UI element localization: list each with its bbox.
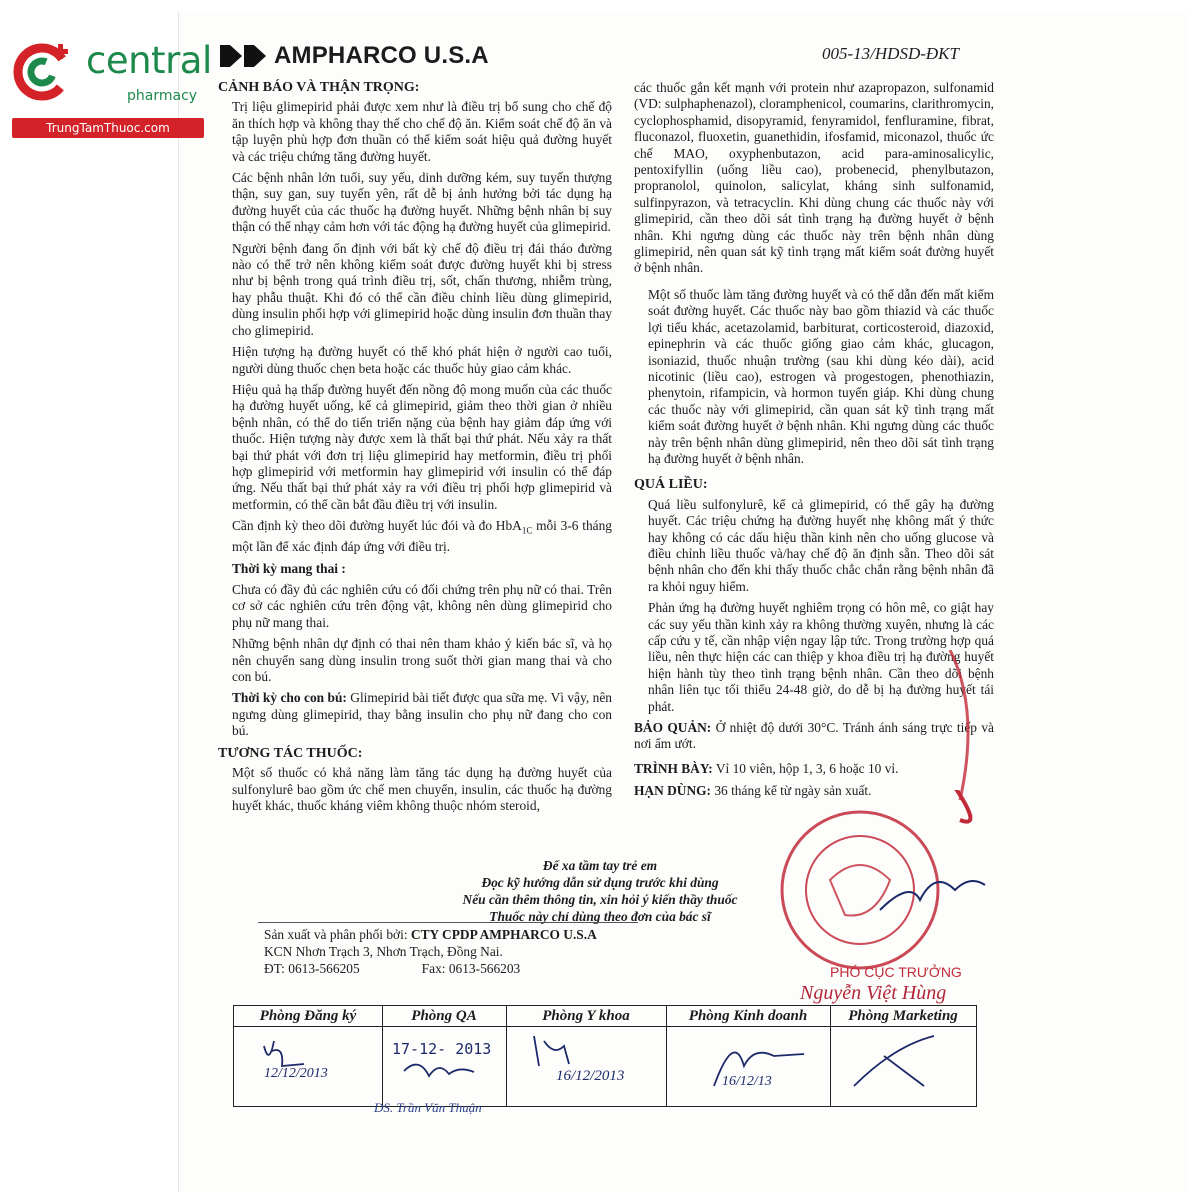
warnings-paragraph: Các bệnh nhân lớn tuổi, suy yếu, dinh dưỡng kém, suy tuyến thượng thận, suy gan, suy tuyến yên, rất dễ bị ảnh hưởng bởi tác dụng hạ đường huyết của các thuốc hạ đường huyết. Những bệnh nhân bị suy thận có thể nhạy cảm hơn với tác động hạ đường huyết của glimepirid. xyxy=(232,170,612,235)
logo-tagline: pharmacy xyxy=(127,88,198,104)
approval-date: 16/12/13 xyxy=(722,1074,772,1089)
overdose-heading: QUÁ LIỀU: xyxy=(634,477,708,493)
interactions-paragraph: Một số thuốc có khả năng làm tăng tác dụng hạ đường huyết của sulfonylurê bao gồm ức chế men chuyển, insulin, các thuốc hạ đường huyết khác, thuốc kháng viêm không thuộc nhóm steroid, xyxy=(232,765,612,813)
signature-strokes-icon xyxy=(234,1026,976,1106)
expiry-text: 36 tháng kể từ ngày sản xuất. xyxy=(711,783,872,799)
notice-line: Nếu cần thêm thông tin, xin hỏi ý kiến thầy thuốc xyxy=(462,892,738,907)
manufacturer-line xyxy=(264,926,684,943)
footer-divider xyxy=(258,922,638,923)
storage-heading: BẢO QUẢN: xyxy=(634,720,712,736)
director-signature: Nguyễn Việt Hùng xyxy=(800,982,947,1004)
hba1c-text: Cần định kỳ theo dõi đường huyết lúc đói và đo HbA xyxy=(232,518,522,534)
manufacturer-label: Sản xuất và phân phối bởi: xyxy=(264,927,411,942)
warnings-heading: CẢNH BÁO VÀ THẬN TRỌNG: xyxy=(218,80,420,95)
ampharco-logo-icon xyxy=(220,45,266,67)
presentation-heading: TRÌNH BÀY: xyxy=(634,760,713,776)
approval-date: 17-12- 2013 xyxy=(392,1040,492,1058)
deputy-director-title: PHÓ CỤC TRƯỞNG xyxy=(830,964,962,980)
fax: Fax: 0613-566203 xyxy=(421,961,521,976)
warnings-paragraph: Hiện tượng hạ đường huyết có thể khó phát hiện ở người cao tuổi, người dùng thuốc chẹn beta hoặc các thuốc hủy giao cảm khác. xyxy=(232,344,612,376)
approval-header: Phòng Marketing xyxy=(830,1006,976,1027)
brand-name: AMPHARCO U.S.A xyxy=(274,42,489,69)
hba1c-subscript: 1C xyxy=(521,525,533,536)
hba1c-text-end: mỗi 3-6 tháng một lần để xác định đáp ứng với điều trị. xyxy=(232,518,612,555)
lactation-paragraph xyxy=(232,690,612,739)
approval-table xyxy=(233,1005,977,1107)
logo-ring-icon xyxy=(12,40,74,102)
document-number: 005-13/HDSD-ĐKT xyxy=(822,44,959,63)
hba1c-paragraph xyxy=(232,518,612,555)
storage-text: Ở nhiệt độ dưới 30°C. Tránh ánh sáng trực tiếp và nơi ẩm ướt. xyxy=(634,720,994,752)
usage-notices xyxy=(420,857,780,925)
approval-header: Phòng Đăng ký xyxy=(234,1006,382,1027)
notice-line: Đọc kỹ hướng dẫn sử dụng trước khi dùng xyxy=(481,875,719,890)
pregnancy-paragraph: Những bệnh nhân dự định có thai nên tham khảo ý kiến bác sĩ, và họ nên chuyển sang dùng insulin trong suốt thời gian mang thai và cho con bú. xyxy=(232,636,612,685)
approval-header: Phòng Kinh doanh xyxy=(666,1006,830,1027)
approval-date: 12/12/2013 xyxy=(264,1066,328,1081)
stamp-edge-icon xyxy=(940,650,980,830)
hyperglycemia-drugs-paragraph: Một số thuốc làm tăng đường huyết và có thể dẫn đến mất kiểm soát đường huyết. Các thuốc này bao gồm thiazid và các thuốc lợi tiểu khác, acetazolamid, barbiturat, corticosteroid, diazoxid, epinephrin và các thuốc giống giao cảm khác, glucagon, isoniazid, thuốc nhuận trường (sau khi dùng kéo dài), acid nicotinic (liều cao), estrogen và progestogen, phenothiazin, phenytoin, rifampicin, và hormon tuyến giáp. Khi dùng chung các thuốc này với glimepirid, cần quan sát kỹ tình trạng mất kiểm soát đường huyết ở bệnh nhân. Khi ngưng dùng các thuốc này trên bệnh nhân dùng glimepirid, nên theo dõi sát tình trạng hạ đường huyết ở bệnh nhân. xyxy=(648,286,994,466)
left-column xyxy=(218,80,612,819)
manufacturer-address: KCN Nhơn Trạch 3, Nhơn Trạch, Đồng Nai. xyxy=(264,944,503,959)
approval-date: 16/12/2013 xyxy=(556,1068,625,1084)
central-pharmacy-logo[interactable] xyxy=(10,38,215,138)
pregnancy-heading: Thời kỳ mang thai : xyxy=(232,560,346,576)
warnings-paragraph: Hiệu quả hạ thấp đường huyết đến nồng độ mong muốn của các thuốc hạ đường huyết uống, kể cả glimepirid, giảm theo thời gian ở nhiều bệnh nhân, có thể do tiến triển nặng của bệnh hay giảm đáp ứng với thuốc. Hiện tượng này được xem là thất bại thứ phát. Nếu xảy ra thất bại thứ phát với đơn trị liệu glimepirid hay metformin, điều trị phối hợp glimepirid với metformin hay glimepirid với insulin có thể đáp ứng. Nếu thất bại thứ phát xảy ra với điều trị phối hợp glimepirid và metformin, có thể cần bắt đầu điều trị với insulin. xyxy=(232,381,612,512)
lactation-heading: Thời kỳ cho con bú: xyxy=(232,690,347,706)
logo-wordmark: central xyxy=(86,39,212,82)
interactions-heading: TƯƠNG TÁC THUỐC: xyxy=(218,745,363,761)
contact-line xyxy=(264,960,684,977)
pharmacist-name: DS. Trần Văn Thuận xyxy=(374,1100,482,1115)
warnings-paragraph: Người bệnh đang ổn định với bất kỳ chế độ điều trị đái tháo đường nào có thể trở nên không kiểm soát được đường huyết khi bị stress như bị bệnh trong quá trình điều trị, sốt, chấn thương, nhiễm trùng, hay phẫu thuật. Khi đó có thể cần điều chỉnh liều dùng glimepirid, dùng insulin phối hợp với glimepirid hoặc dùng insulin đơn thuần thay cho glimepirid. xyxy=(232,240,612,338)
overdose-paragraph: Quá liều sulfonylurê, kể cả glimepirid, có thể gây hạ đường huyết. Các triệu chứng hạ đường huyết nhẹ không mất ý thức hay không có các dấu hiệu thần kinh nên cho uống glucose và điều chỉnh liều thuốc và/hay chế độ ăn định sẵn. Theo dõi sát bệnh nhân cho đến khi thấy thuốc chắc chắn rằng bệnh nhân đã ra khỏi nguy hiểm. xyxy=(648,496,994,594)
logo-banner: TrungTamThuoc.com xyxy=(12,118,204,138)
phone: ĐT: 0613-566205 xyxy=(264,961,360,976)
document-header-brand xyxy=(220,42,489,70)
expiry-heading: HẠN DÙNG: xyxy=(634,783,711,799)
interactions-continuation: các thuốc gắn kết mạnh với protein như azapropazon, sulfonamid (VD: sulphaphenazol), cloramphenicol, coumarins, clarithromycin, cyclophosphamid, disopyramid, fenyramidol, fenfluramine, fibrat, fluconazol, fluoxetin, guanethidin, ifosfamid, miconazol, thuốc ức chế MAO, oxyphenbutazon, acid para-aminosalicylic, pentoxifyllin (uống liều cao), probenecid, phenylbutazon, propranolol, quinolon, salicylat, kháng sinh sulfonamid, sulfinpyrazon, và tetracyclin. Khi dùng chung các thuốc này với glimepirid, cần theo dõi sát tình trạng hạ đường huyết ở bệnh nhân. Khi ngưng dùng các thuốc này trên bệnh nhân dùng glimepirid, nên quan sát kỹ tình trạng mất kiểm soát đường huyết ở bệnh nhân. xyxy=(634,80,994,276)
notice-line: Để xa tầm tay trẻ em xyxy=(542,858,658,873)
approval-header: Phòng QA xyxy=(382,1006,506,1027)
overdose-paragraph: Phản ứng hạ đường huyết nghiêm trọng có hôn mê, co giật hay các suy yếu thần kinh xảy ra không thường xuyên, nhưng là các cấp cứu y tế, cần nhập viện ngay lập tức. Trong trường hợp quá liều, nên thực hiện các can thiệp y khoa điều trị hạ đường huyết hiện hành tùy theo tình trạng bệnh nhân. Cần theo dõi bệnh nhân liên tục tối thiểu 24-48 giờ, do dễ bị hạ đường huyết tái phát. xyxy=(648,600,994,714)
manufacturer-name: CTY CPDP AMPHARCO U.S.A xyxy=(410,927,597,942)
manufacturer-info xyxy=(264,926,684,977)
pregnancy-paragraph: Chưa có đầy đủ các nghiên cứu có đối chứng trên phụ nữ có thai. Trên cơ sở các nghiên cứu trên động vật, không nên dùng glimepirid cho phụ nữ mang thai. xyxy=(232,582,612,630)
warnings-paragraph: Trị liệu glimepirid phải được xem như là điều trị bổ sung cho chế độ ăn thích hợp và không thay thế cho chế độ ăn. Kiểm soát chế độ ăn và tập luyện phù hợp đơn thuần có thể kiểm soát hiệu quả đường huyết và các triệu chứng tăng đường huyết. xyxy=(232,99,612,164)
notice-line: Thuốc này chỉ dùng theo đơn của bác sĩ xyxy=(489,909,711,924)
lactation-text: Glimepirid bài tiết được qua sữa mẹ. Vì vậy, nên ngưng dùng glimepirid, thay bằng insulin cho phụ nữ đang cho con bú. xyxy=(232,690,612,739)
approval-header: Phòng Y khoa xyxy=(506,1006,666,1027)
presentation-text: Vỉ 10 viên, hộp 1, 3, 6 hoặc 10 vỉ. xyxy=(712,760,899,776)
